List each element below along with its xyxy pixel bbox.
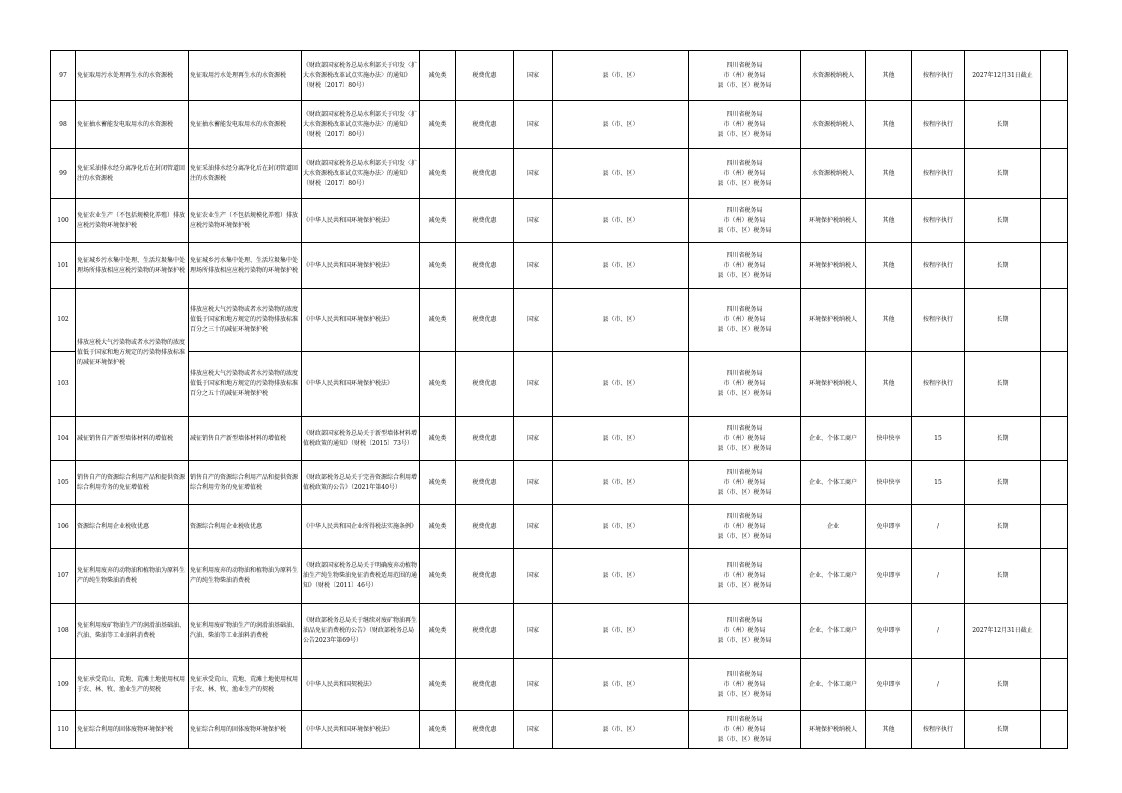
basis-cell: 《财政部国家税务总局水利部关于印发〈扩大水资源税改革试点实施办法〉的通知》（财税〔2017〕80号）	[302, 101, 420, 149]
office-line: 市（州）税务局	[723, 380, 766, 387]
type-cell: 税费优惠	[456, 199, 514, 243]
office-line: 市（州）税务局	[723, 120, 766, 128]
sub-item-cell: 免征城乡污水集中处理、生活垃圾集中处理场所排放相应应税污染物的环境保护税	[189, 243, 302, 289]
basis-cell: 《中华人民共和国企业所得税法实施条例》	[302, 505, 420, 549]
note-cell	[1041, 289, 1068, 352]
target-cell: 企业、个体工商户	[801, 604, 866, 659]
validity-cell: 2027年12月31日截止	[965, 51, 1041, 101]
office-line: 市（州）税务局	[723, 216, 766, 224]
category-cell: 减免类	[420, 352, 456, 417]
office-line: 四川省税务局	[726, 512, 763, 520]
office-line: 县（市、区）税务局	[717, 690, 772, 698]
office-line: 市（州）税务局	[723, 572, 766, 579]
level-cell: 国家	[514, 659, 553, 711]
item-name-cell: 免征城乡污水集中处理、生活垃圾集中处理场所排放相应应税污染物的环境保护税	[76, 243, 189, 289]
target-cell: 环境保护税纳税人	[801, 243, 866, 289]
category-cell: 减免类	[420, 51, 456, 101]
item-name-cell: 免征采油排水经分离净化后在封闭管道回注的水资源税	[76, 149, 189, 199]
mode-cell: 快申快享	[866, 461, 912, 505]
tier-cell: 县（市、区）	[553, 199, 689, 243]
office-line: 市（州）税务局	[723, 478, 766, 486]
sub-item-cell: 免征利用废弃的动物油和植物油为原料生产的纯生物柴油消费税	[189, 549, 302, 604]
sub-item-cell: 资源综合利用企业税收优惠	[189, 505, 302, 549]
handling-office-cell	[689, 352, 801, 417]
tier-cell: 县（市、区）	[553, 352, 689, 417]
days-cell: 按程序执行	[912, 352, 965, 417]
sub-item-cell: 减征销售自产新型墙体材料的增值税	[189, 417, 302, 461]
mode-cell: 其他	[866, 352, 912, 417]
tier-cell: 县（市、区）	[553, 604, 689, 659]
category-cell: 减免类	[420, 659, 456, 711]
office-line: 县（市、区）税务局	[717, 735, 772, 743]
office-line: 县（市、区）税务局	[717, 226, 772, 234]
type-cell: 税费优惠	[456, 549, 514, 604]
target-cell: 企业、个体工商户	[801, 549, 866, 604]
office-line: 市（州）税务局	[723, 434, 766, 442]
target-cell: 水资源税纳税人	[801, 149, 866, 199]
type-cell: 税费优惠	[456, 417, 514, 461]
office-line: 县（市、区）税务局	[717, 532, 772, 540]
days-cell: 15	[912, 417, 965, 461]
sub-item-cell: 销售自产的资源综合利用产品和提供资源综合利用劳务的免征增值税	[189, 461, 302, 505]
sub-item-cell: 免征利用废矿物油生产的润滑油基础油、汽油、柴油等工业油料消费税	[189, 604, 302, 659]
item-name-cell: 免征综合利用的固体废物环境保护税	[76, 711, 189, 749]
target-cell: 水资源税纳税人	[801, 101, 866, 149]
note-cell	[1041, 199, 1068, 243]
office-line: 县（市、区）税务局	[717, 179, 772, 187]
office-line: 县（市、区）税务局	[717, 637, 772, 644]
office-line: 市（州）税务局	[723, 71, 766, 79]
item-name-cell: 排放应税大气污染物或者水污染物的浓度值低于国家和地方规定的污染物排放标准的减征环境保护税	[76, 289, 189, 417]
sub-item-cell: 免征取用污水处理再生水的水资源税	[189, 51, 302, 101]
validity-cell: 长期	[965, 659, 1041, 711]
category-cell: 减免类	[420, 461, 456, 505]
row-number: 108	[51, 604, 76, 659]
validity-cell: 长期	[965, 243, 1041, 289]
target-cell: 环境保护税纳税人	[801, 711, 866, 749]
validity-cell: 长期	[965, 352, 1041, 417]
type-cell: 税费优惠	[456, 711, 514, 749]
sub-item-cell: 免征农业生产（不包括规模化养殖）排放应税污染物环境保护税	[189, 199, 302, 243]
handling-office-cell	[689, 51, 801, 101]
tier-cell: 县（市、区）	[553, 711, 689, 749]
category-cell: 减免类	[420, 199, 456, 243]
table-row	[51, 659, 1068, 711]
tier-cell: 县（市、区）	[553, 461, 689, 505]
category-cell: 减免类	[420, 604, 456, 659]
tier-cell: 县（市、区）	[553, 417, 689, 461]
tier-cell: 县（市、区）	[553, 549, 689, 604]
office-line: 四川省税务局	[726, 251, 763, 259]
note-cell	[1041, 461, 1068, 505]
type-cell: 税费优惠	[456, 243, 514, 289]
note-cell	[1041, 51, 1068, 101]
item-name-cell: 免征取用污水处理再生水的水资源税	[76, 51, 189, 101]
target-cell: 企业、个体工商户	[801, 417, 866, 461]
office-line: 县（市、区）税务局	[717, 326, 772, 333]
validity-cell: 长期	[965, 149, 1041, 199]
days-cell: /	[912, 659, 965, 711]
office-line: 市（州）税务局	[723, 627, 766, 634]
validity-cell: 长期	[965, 505, 1041, 549]
category-cell: 减免类	[420, 711, 456, 749]
validity-cell: 长期	[965, 549, 1041, 604]
validity-cell: 长期	[965, 461, 1041, 505]
mode-cell: 其他	[866, 243, 912, 289]
office-line: 县（市、区）税务局	[717, 444, 772, 452]
tier-cell: 县（市、区）	[553, 289, 689, 352]
office-line: 县（市、区）税务局	[717, 390, 772, 397]
note-cell	[1041, 243, 1068, 289]
tier-cell: 县（市、区）	[553, 149, 689, 199]
mode-cell: 其他	[866, 289, 912, 352]
basis-cell: 《财政部国家税务总局水利部关于印发〈扩大水资源税改革试点实施办法〉的通知》（财税〔2017〕80号）	[302, 149, 420, 199]
office-line: 四川省税务局	[726, 424, 763, 432]
mode-cell: 免申即享	[866, 659, 912, 711]
handling-office-cell	[689, 505, 801, 549]
note-cell	[1041, 352, 1068, 417]
table-row	[51, 149, 1068, 199]
sub-item-cell: 排放应税大气污染物或者水污染物的浓度值低于国家和地方规定的污染物排放标准百分之三十的减征环境保护税	[189, 289, 302, 352]
mode-cell: 免申即享	[866, 549, 912, 604]
handling-office-cell	[689, 417, 801, 461]
row-number: 100	[51, 199, 76, 243]
item-name-cell: 销售自产的资源综合利用产品和提供资源综合利用劳务的免征增值税	[76, 461, 189, 505]
days-cell: 按程序执行	[912, 149, 965, 199]
office-line: 四川省税务局	[726, 206, 763, 214]
target-cell: 企业	[801, 505, 866, 549]
level-cell: 国家	[514, 101, 553, 149]
note-cell	[1041, 549, 1068, 604]
category-cell: 减免类	[420, 289, 456, 352]
row-number: 107	[51, 549, 76, 604]
office-line: 市（州）税务局	[723, 725, 766, 733]
handling-office-cell	[689, 199, 801, 243]
type-cell: 税费优惠	[456, 659, 514, 711]
table-row	[51, 199, 1068, 243]
note-cell	[1041, 149, 1068, 199]
row-number: 98	[51, 101, 76, 149]
handling-office-cell	[689, 243, 801, 289]
sub-item-cell: 排放应税大气污染物或者水污染物的浓度值低于国家和地方规定的污染物排放标准百分之五十的减征环境保护税	[189, 352, 302, 417]
office-line: 四川省税务局	[726, 110, 763, 118]
level-cell: 国家	[514, 549, 553, 604]
note-cell	[1041, 417, 1068, 461]
sub-item-cell: 免征综合利用的固体废物环境保护税	[189, 711, 302, 749]
level-cell: 国家	[514, 461, 553, 505]
days-cell: 按程序执行	[912, 243, 965, 289]
table-row	[51, 417, 1068, 461]
sub-item-cell: 免征抽水蓄能发电取用水的水资源税	[189, 101, 302, 149]
target-cell: 环境保护税纳税人	[801, 289, 866, 352]
handling-office-cell	[689, 659, 801, 711]
row-number: 109	[51, 659, 76, 711]
table-row	[51, 505, 1068, 549]
validity-cell: 长期	[965, 711, 1041, 749]
category-cell: 减免类	[420, 549, 456, 604]
target-cell: 环境保护税纳税人	[801, 199, 866, 243]
basis-cell: 《中华人民共和国环境保护税法》	[302, 711, 420, 749]
table-row	[51, 101, 1068, 149]
office-line: 市（州）税务局	[723, 680, 766, 688]
target-cell: 环境保护税纳税人	[801, 352, 866, 417]
basis-cell: 《财政部税务总局关于继续对废矿物油再生油品免征消费税的公告》（财政部税务总局公告2023年第69号）	[302, 604, 420, 659]
row-number: 110	[51, 711, 76, 749]
target-cell: 企业、个体工商户	[801, 659, 866, 711]
item-name-cell: 资源综合利用企业税收优惠	[76, 505, 189, 549]
type-cell: 税费优惠	[456, 149, 514, 199]
mode-cell: 其他	[866, 149, 912, 199]
handling-office-cell	[689, 711, 801, 749]
office-line: 县（市、区）税务局	[717, 488, 772, 496]
sub-item-cell: 免征采油排水经分离净化后在封闭管道回注的水资源税	[189, 149, 302, 199]
level-cell: 国家	[514, 51, 553, 101]
tax-incentive-table	[50, 50, 1068, 749]
level-cell: 国家	[514, 417, 553, 461]
type-cell: 税费优惠	[456, 352, 514, 417]
table-row	[51, 604, 1068, 659]
table-row	[51, 352, 1068, 417]
row-number: 99	[51, 149, 76, 199]
type-cell: 税费优惠	[456, 461, 514, 505]
tier-cell: 县（市、区）	[553, 243, 689, 289]
office-line: 县（市、区）税务局	[717, 130, 772, 138]
level-cell: 国家	[514, 604, 553, 659]
note-cell	[1041, 604, 1068, 659]
type-cell: 税费优惠	[456, 289, 514, 352]
office-line: 县（市、区）税务局	[717, 582, 772, 589]
office-line: 四川省税务局	[726, 61, 763, 69]
office-line: 四川省税务局	[726, 468, 763, 476]
row-number: 105	[51, 461, 76, 505]
category-cell: 减免类	[420, 505, 456, 549]
handling-office-cell	[689, 461, 801, 505]
days-cell: 按程序执行	[912, 289, 965, 352]
office-line: 四川省税务局	[726, 617, 763, 624]
item-name-cell: 减征销售自产新型墙体材料的增值税	[76, 417, 189, 461]
level-cell: 国家	[514, 711, 553, 749]
row-number: 97	[51, 51, 76, 101]
office-line: 市（州）税务局	[723, 261, 766, 269]
days-cell: /	[912, 604, 965, 659]
mode-cell: 其他	[866, 51, 912, 101]
days-cell: 按程序执行	[912, 101, 965, 149]
level-cell: 国家	[514, 199, 553, 243]
office-line: 四川省税务局	[726, 562, 763, 569]
basis-cell: 《中华人民共和国环境保护税法》	[302, 289, 420, 352]
office-line: 县（市、区）税务局	[717, 271, 772, 279]
validity-cell: 2027年12月31日截止	[965, 604, 1041, 659]
days-cell: 按程序执行	[912, 51, 965, 101]
row-number: 104	[51, 417, 76, 461]
level-cell: 国家	[514, 352, 553, 417]
basis-cell: 《中华人民共和国环境保护税法》	[302, 352, 420, 417]
level-cell: 国家	[514, 289, 553, 352]
days-cell: /	[912, 505, 965, 549]
mode-cell: 其他	[866, 199, 912, 243]
type-cell: 税费优惠	[456, 101, 514, 149]
target-cell: 企业、个体工商户	[801, 461, 866, 505]
handling-office-cell	[689, 549, 801, 604]
type-cell: 税费优惠	[456, 51, 514, 101]
type-cell: 税费优惠	[456, 505, 514, 549]
handling-office-cell	[689, 101, 801, 149]
category-cell: 减免类	[420, 417, 456, 461]
basis-cell: 《财政部国家税务总局关于明确废弃动植物油生产纯生物柴油免征消费税适用范围的通知》（财税〔2011〕46号）	[302, 549, 420, 604]
item-name-cell: 免征利用废矿物油生产的润滑油基础油、汽油、柴油等工业油料消费税	[76, 604, 189, 659]
row-number: 101	[51, 243, 76, 289]
level-cell: 国家	[514, 149, 553, 199]
mode-cell: 免申即享	[866, 604, 912, 659]
handling-office-cell	[689, 289, 801, 352]
basis-cell: 《财政部国家税务总局关于新型墙体材料增值税政策的通知》（财税〔2015〕73号）	[302, 417, 420, 461]
mode-cell: 快申快享	[866, 417, 912, 461]
mode-cell: 免申即享	[866, 505, 912, 549]
office-line: 四川省税务局	[726, 370, 763, 377]
note-cell	[1041, 659, 1068, 711]
validity-cell: 长期	[965, 289, 1041, 352]
mode-cell: 其他	[866, 711, 912, 749]
target-cell: 水资源税纳税人	[801, 51, 866, 101]
office-line: 市（州）税务局	[723, 316, 766, 323]
validity-cell: 长期	[965, 199, 1041, 243]
table-row	[51, 549, 1068, 604]
tier-cell: 县（市、区）	[553, 505, 689, 549]
basis-cell: 《财政部国家税务总局水利部关于印发〈扩大水资源税改革试点实施办法〉的通知》（财税〔2017〕80号）	[302, 51, 420, 101]
basis-cell: 《财政部税务总局关于完善资源综合利用增值税政策的公告》（2021年第40号）	[302, 461, 420, 505]
note-cell	[1041, 101, 1068, 149]
basis-cell: 《中华人民共和国环境保护税法》	[302, 199, 420, 243]
days-cell: /	[912, 549, 965, 604]
sub-item-cell: 免征承受荒山、荒地、荒滩土地使用权用于农、林、牧、渔业生产的契税	[189, 659, 302, 711]
category-cell: 减免类	[420, 101, 456, 149]
office-line: 市（州）税务局	[723, 169, 766, 177]
table-row	[51, 243, 1068, 289]
mode-cell: 其他	[866, 101, 912, 149]
office-line: 县（市、区）税务局	[717, 81, 772, 89]
basis-cell: 《中华人民共和国契税法》	[302, 659, 420, 711]
handling-office-cell	[689, 149, 801, 199]
office-line: 市（州）税务局	[723, 522, 766, 530]
level-cell: 国家	[514, 505, 553, 549]
item-name-cell: 免征抽水蓄能发电取用水的水资源税	[76, 101, 189, 149]
item-name-cell: 免征利用废弃的动物油和植物油为原料生产的纯生物柴油消费税	[76, 549, 189, 604]
row-number: 102	[51, 289, 76, 352]
days-cell: 按程序执行	[912, 711, 965, 749]
tier-cell: 县（市、区）	[553, 101, 689, 149]
note-cell	[1041, 711, 1068, 749]
note-cell	[1041, 505, 1068, 549]
validity-cell: 长期	[965, 101, 1041, 149]
tier-cell: 县（市、区）	[553, 659, 689, 711]
level-cell: 国家	[514, 243, 553, 289]
category-cell: 减免类	[420, 149, 456, 199]
days-cell: 15	[912, 461, 965, 505]
table-row	[51, 51, 1068, 101]
category-cell: 减免类	[420, 243, 456, 289]
handling-office-cell	[689, 604, 801, 659]
office-line: 四川省税务局	[726, 306, 763, 313]
office-line: 四川省税务局	[726, 159, 763, 167]
days-cell: 按程序执行	[912, 199, 965, 243]
item-name-cell: 免征农业生产（不包括规模化养殖）排放应税污染物环境保护税	[76, 199, 189, 243]
item-name-cell: 免征承受荒山、荒地、荒滩土地使用权用于农、林、牧、渔业生产的契税	[76, 659, 189, 711]
table-row	[51, 711, 1068, 749]
type-cell: 税费优惠	[456, 604, 514, 659]
table-row	[51, 289, 1068, 352]
table-row	[51, 461, 1068, 505]
row-number: 106	[51, 505, 76, 549]
validity-cell: 长期	[965, 417, 1041, 461]
tier-cell: 县（市、区）	[553, 51, 689, 101]
office-line: 四川省税务局	[726, 715, 763, 723]
basis-cell: 《中华人民共和国环境保护税法》	[302, 243, 420, 289]
office-line: 四川省税务局	[726, 670, 763, 678]
row-number: 103	[51, 352, 76, 417]
